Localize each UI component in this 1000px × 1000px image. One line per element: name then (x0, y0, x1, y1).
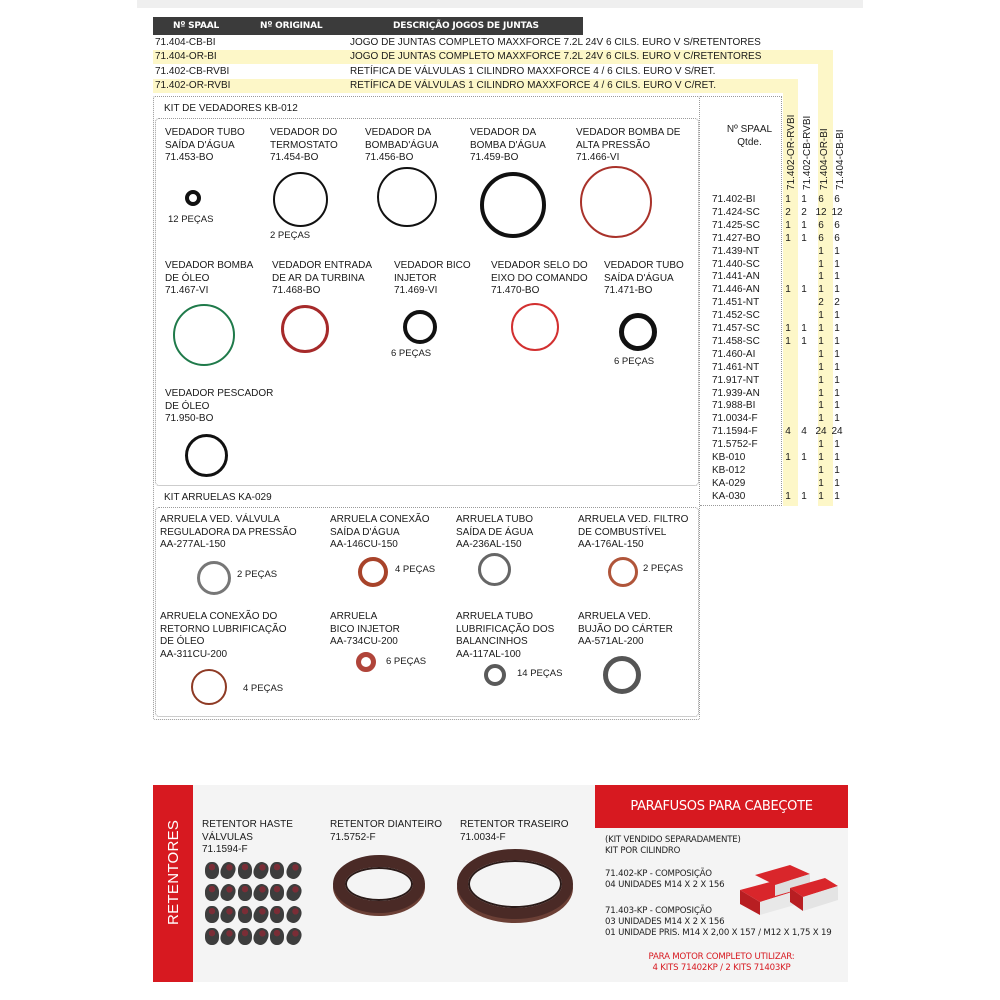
arruela-name: ARRUELA (330, 611, 378, 622)
quantity-label: 6 PEÇAS (386, 656, 427, 667)
o-ring-image (281, 305, 329, 353)
qty-value: 6 (834, 219, 840, 231)
retentor-name: RETENTOR TRASEIRO (460, 819, 569, 830)
qty-row (712, 219, 852, 232)
washer-image (484, 664, 506, 686)
qty-row (712, 425, 852, 438)
qty-value: 1 (834, 413, 840, 425)
col-404-cb-bi: 71.404-CB-BI (835, 129, 846, 190)
parafusos-note-line: PARA MOTOR COMPLETO UTILIZAR: (648, 952, 795, 962)
qty-code: 71.0034-F (712, 413, 758, 425)
valve-seal (270, 884, 284, 901)
o-ring-image (185, 434, 228, 477)
arruela-item (160, 514, 297, 552)
qty-value: 1 (834, 452, 840, 463)
qty-code: KA-029 (712, 477, 746, 489)
top-strip (137, 0, 863, 8)
qty-value: 1 (834, 439, 840, 451)
qty-value: 1 (801, 490, 807, 502)
qty-row (712, 193, 852, 206)
o-ring-image (480, 172, 546, 238)
vedador-code: 71.468-BO (272, 285, 321, 296)
table-row (153, 65, 773, 79)
quantity-label: 4 PEÇAS (243, 683, 284, 694)
vedador-name: ALTA PRESSÃO (576, 139, 651, 151)
o-ring-image (580, 166, 652, 238)
qty-code: 71.457-SC (712, 323, 760, 334)
arruela-code: AA-734CU-200 (330, 636, 398, 647)
arruela-name: SAÍDA DE ÁGUA (456, 526, 534, 538)
bolt-kit-boxes-image (735, 860, 840, 920)
vedador-name: EIXO DO COMANDO (491, 272, 588, 284)
o-ring-image (511, 303, 559, 351)
front-seal-image (333, 855, 425, 913)
arruela-item (578, 514, 688, 552)
arruela-name: RETORNO LUBRIFICAÇÃO (160, 623, 287, 635)
retentor-name: RETENTOR DIANTEIRO (330, 819, 443, 830)
qty-row (712, 438, 852, 451)
arruela-item (456, 611, 554, 661)
qty-value: 1 (785, 194, 791, 205)
kit-arruelas-title: KIT ARRUELAS KA-029 (164, 492, 272, 503)
qty-value: 6 (818, 232, 824, 244)
arruela-code: AA-311CU-200 (160, 648, 228, 660)
qty-code: 71.439-NT (712, 245, 760, 257)
vedador-code: 71.471-BO (604, 285, 653, 296)
arruela-item (578, 611, 673, 649)
qty-value: 12 (815, 206, 827, 218)
qty-value: 1 (818, 284, 824, 296)
qty-value: 6 (834, 232, 840, 244)
vedador-name: VEDADOR ENTRADA (272, 260, 373, 271)
header-descricao: DESCRIÇÃO JOGOS DE JUNTAS (393, 21, 539, 31)
qty-row (712, 477, 852, 490)
qty-value: 2 (785, 206, 791, 218)
vedador-name: BOMBAD'ÁGUA (365, 139, 439, 151)
qty-value: 1 (834, 361, 840, 373)
qty-row (712, 490, 852, 503)
vedador-item (270, 127, 338, 165)
qty-header-spaal: Nº SPAAL (726, 124, 773, 135)
parafusos-note (595, 952, 848, 974)
qty-row (712, 322, 852, 335)
qty-row (712, 374, 852, 387)
arruela-code: AA-176AL-150 (578, 539, 644, 550)
qty-value: 1 (818, 477, 824, 489)
washer-image (197, 561, 231, 595)
retentor-code: 71.0034-F (460, 831, 506, 843)
qty-value: 1 (834, 490, 840, 502)
arruela-name: ARRUELA VED. FILTRO (578, 514, 689, 525)
valve-seal (270, 928, 284, 945)
vedador-item (165, 260, 253, 298)
arruela-code: AA-236AL-150 (456, 539, 522, 550)
quantity-label: 2 PEÇAS (237, 569, 278, 580)
vedador-item (365, 127, 439, 165)
qty-row (712, 464, 852, 477)
quantity-label: 2 PEÇAS (643, 563, 684, 574)
valve-seal (205, 928, 219, 945)
arruela-name: BICO INJETOR (330, 623, 400, 635)
arruela-item (330, 514, 429, 552)
vedador-name: VEDADOR TUBO (165, 127, 245, 138)
row-desc: RETÍFICA DE VÁLVULAS 1 CILINDRO MAXXFORCE 4 / 6 CILS. EURO V S/RET. (350, 66, 716, 77)
qty-value: 1 (834, 271, 840, 283)
arruela-name: BALANCINHOS (456, 636, 528, 647)
o-ring-image (403, 310, 437, 344)
qty-code: 71.939-AN (712, 387, 760, 399)
qty-value: 2 (834, 297, 840, 309)
qty-row (712, 232, 852, 245)
retentor-haste (202, 819, 293, 857)
qty-value: 1 (818, 245, 824, 257)
col-402-cb-rvbi: 71.402-CB-RVBI (802, 115, 813, 190)
qty-value: 1 (818, 490, 824, 502)
qty-value: 1 (818, 310, 824, 322)
vedador-code: 71.470-BO (491, 285, 540, 296)
arruela-item (456, 514, 533, 552)
qty-code: KB-010 (712, 452, 746, 463)
arruela-name: SAÍDA D'ÁGUA (330, 526, 400, 538)
vedador-code: 71.459-BO (470, 152, 519, 163)
vedador-name: DE AR DA TURBINA (272, 272, 365, 284)
qty-value: 2 (801, 206, 807, 218)
qty-value: 1 (834, 258, 840, 270)
qty-value: 1 (801, 452, 807, 463)
vedador-name: DE ÓLEO (165, 272, 210, 284)
vedador-name: VEDADOR DA (470, 127, 537, 138)
quantity-label: 6 PEÇAS (391, 348, 432, 359)
vedador-name: VEDADOR TUBO (604, 260, 684, 271)
qty-value: 1 (801, 194, 807, 205)
qty-code: 71.461-NT (712, 361, 760, 373)
qty-row (712, 245, 852, 258)
qty-row (712, 348, 852, 361)
col-402-or-rvbi: 71.402-OR-RVBI (786, 114, 797, 190)
arruela-name: REGULADORA DA PRESSÃO (160, 526, 297, 538)
qty-code: 71.446-AN (712, 284, 760, 296)
row-desc: RETÍFICA DE VÁLVULAS 1 CILINDRO MAXXFORCE 4 / 6 CILS. EURO V C/RET. (350, 80, 717, 91)
row-code: 71.404-OR-BI (155, 51, 217, 62)
qty-value: 1 (818, 361, 824, 373)
o-ring-image (185, 190, 201, 206)
arruela-code: AA-571AL-200 (578, 636, 644, 647)
vedador-item (491, 260, 588, 298)
qty-value: 2 (818, 297, 824, 309)
valve-seal (238, 862, 252, 879)
o-ring-image (273, 172, 328, 227)
retentor-code: 71.1594-F (202, 844, 248, 855)
vedador-name: SAÍDA D'ÁGUA (604, 272, 674, 284)
vedador-code: 71.453-BO (165, 152, 214, 163)
qty-value: 1 (818, 387, 824, 399)
qty-code: 71.440-SC (712, 258, 760, 270)
washer-image (191, 669, 227, 705)
qty-value: 1 (801, 232, 807, 244)
valve-seal (270, 906, 284, 923)
qty-value: 1 (834, 284, 840, 296)
arruela-name: ARRUELA CONEXÃO DO (160, 611, 278, 622)
vedador-name: VEDADOR BICO (394, 260, 471, 271)
valve-seal (270, 862, 284, 879)
qty-code: 71.988-BI (712, 400, 756, 412)
parafusos-line: KIT POR CILINDRO (605, 846, 681, 856)
row-code: 71.402-CB-RVBI (155, 66, 230, 77)
jogos-table-header (153, 17, 583, 35)
qty-row (712, 270, 852, 283)
vedador-name: VEDADOR DO (270, 127, 338, 138)
parafusos-line: 01 UNIDADE PRIS. M14 X 2,00 X 157 / M12 X 1,75 X 19 (605, 928, 832, 938)
qty-value: 1 (801, 219, 807, 231)
qty-code: 71.452-SC (712, 310, 760, 322)
quantity-label: 2 PEÇAS (270, 230, 311, 241)
row-desc: JOGO DE JUNTAS COMPLETO MAXXFORCE 7.2L 24V 6 CILS. EURO V C/RETENTORES (350, 51, 762, 62)
qty-value: 6 (834, 194, 840, 205)
o-ring-image (619, 313, 657, 351)
qty-value: 1 (818, 323, 824, 334)
qty-row (712, 206, 852, 219)
qty-value: 1 (818, 258, 824, 270)
qty-row (712, 399, 852, 412)
qty-value: 1 (834, 310, 840, 322)
vedador-item (165, 127, 245, 165)
arruela-item (160, 611, 287, 661)
rear-seal-image (457, 849, 573, 919)
qty-value: 6 (818, 194, 824, 205)
qty-code: 71.917-NT (712, 374, 760, 386)
row-code: 71.402-OR-RVBI (155, 80, 231, 91)
vedador-name: SAÍDA D'ÁGUA (165, 139, 235, 151)
qty-value: 1 (834, 245, 840, 257)
qty-code: 71.441-AN (712, 271, 760, 283)
qty-value: 1 (834, 348, 840, 360)
qty-value: 1 (818, 271, 824, 283)
qty-value: 1 (801, 284, 807, 296)
qty-value: 1 (801, 335, 807, 347)
valve-seal (205, 906, 219, 923)
qty-code: 71.427-BO (712, 232, 761, 244)
qty-value: 4 (801, 426, 807, 438)
vedador-code: 71.469-VI (394, 285, 438, 296)
qty-row (712, 283, 852, 296)
qty-value: 1 (818, 413, 824, 425)
retentor-code: 71.5752-F (330, 831, 376, 843)
qty-code: 71.425-SC (712, 219, 760, 231)
table-row (153, 50, 773, 64)
washer-image (358, 557, 388, 587)
qty-value: 1 (785, 323, 791, 334)
vedador-name: VEDADOR BOMBA DE (576, 127, 681, 138)
qty-code: 71.5752-F (712, 439, 758, 451)
qty-value: 1 (818, 464, 824, 476)
arruela-name: ARRUELA TUBO (456, 514, 534, 525)
arruela-code: AA-117AL-100 (456, 648, 521, 660)
qty-value: 1 (834, 477, 840, 489)
quantity-label: 12 PEÇAS (168, 214, 214, 225)
qty-code: 71.460-AI (712, 348, 756, 360)
header-original: Nº ORIGINAL (260, 21, 323, 31)
qty-row (712, 335, 852, 348)
qty-value: 6 (818, 219, 824, 231)
o-ring-image (173, 304, 235, 366)
arruela-name: BUJÃO DO CÁRTER (578, 623, 673, 635)
qty-value: 1 (834, 387, 840, 399)
arruela-name: LUBRIFICAÇÃO DOS (456, 623, 555, 635)
washer-image (478, 553, 511, 586)
valve-seal (238, 928, 252, 945)
arruela-name: ARRUELA VED. (578, 611, 651, 622)
arruela-name: ARRUELA VED. VÁLVULA (160, 514, 280, 525)
qty-value: 1 (801, 323, 807, 334)
parafusos-line: 03 UNIDADES M14 X 2 X 156 (605, 917, 725, 927)
retentor-traseiro (460, 819, 569, 844)
parafusos-line: 04 UNIDADES M14 X 2 X 156 (605, 880, 725, 890)
vedador-name: DE ÓLEO (165, 400, 210, 412)
qty-value: 1 (818, 335, 824, 347)
qty-code: 71.402-BI (712, 194, 756, 205)
qty-value: 1 (785, 232, 791, 244)
o-ring-image (377, 167, 437, 227)
qty-row (712, 451, 852, 464)
parafusos-intro (605, 835, 741, 857)
retentor-name: RETENTOR HASTE (202, 819, 293, 830)
qty-code: KA-030 (712, 490, 746, 502)
arruela-name: DE COMBUSTÍVEL (578, 526, 667, 538)
vedador-name: TERMOSTATO (270, 139, 338, 151)
qty-value: 1 (818, 348, 824, 360)
arruela-code: AA-146CU-150 (330, 539, 398, 550)
qty-code: KB-012 (712, 464, 746, 476)
washer-image (603, 656, 641, 694)
table-row (153, 79, 773, 93)
header-spaal: Nº SPAAL (173, 21, 220, 31)
qty-row (712, 387, 852, 400)
qty-value: 4 (785, 426, 791, 438)
qty-value: 1 (785, 490, 791, 502)
valve-seal (238, 906, 252, 923)
row-desc: JOGO DE JUNTAS COMPLETO MAXXFORCE 7.2L 24V 6 CILS. EURO V S/RETENTORES (350, 37, 761, 48)
parafusos-kit1 (605, 869, 724, 891)
qty-value: 1 (785, 335, 791, 347)
quantity-label: 14 PEÇAS (517, 668, 563, 679)
row-code: 71.404-CB-BI (155, 37, 216, 48)
parafusos-line: 71.402-KP - COMPOSIÇÃO (605, 869, 712, 879)
qty-value: 12 (831, 206, 843, 218)
quantity-label: 6 PEÇAS (614, 356, 655, 367)
vedador-item (604, 260, 684, 298)
quantity-label: 4 PEÇAS (395, 564, 436, 575)
vedador-item (394, 260, 471, 298)
qty-code: 71.424-SC (712, 206, 760, 218)
vedador-item (165, 388, 273, 426)
arruela-name: ARRUELA TUBO (456, 611, 534, 622)
vedador-code: 71.456-BO (365, 152, 414, 163)
vedador-name: VEDADOR BOMBA (165, 260, 254, 271)
vedador-name: VEDADOR DA (365, 127, 432, 138)
qty-code: 71.1594-F (712, 426, 758, 438)
qty-value: 24 (815, 426, 827, 438)
qty-value: 1 (818, 452, 824, 463)
washer-image (608, 557, 638, 587)
qty-value: 1 (818, 400, 824, 412)
qty-row (712, 309, 852, 322)
qty-value: 1 (834, 400, 840, 412)
qty-value: 1 (818, 374, 824, 386)
qty-value: 1 (834, 335, 840, 347)
qty-value: 1 (785, 219, 791, 231)
qty-header (712, 123, 787, 149)
vedador-code: 71.950-BO (165, 413, 214, 424)
qty-value: 1 (834, 464, 840, 476)
qty-value: 1 (834, 323, 840, 334)
qty-header-qtde: Qtde. (737, 137, 762, 148)
qty-value: 1 (785, 284, 791, 296)
qty-value: 1 (834, 374, 840, 386)
vedador-name: VEDADOR PESCADOR (165, 388, 274, 399)
qty-row (712, 412, 852, 425)
vedador-code: 71.466-VI (576, 152, 620, 163)
vedador-item (470, 127, 546, 165)
valve-seal (205, 862, 219, 879)
qty-row (712, 258, 852, 271)
qty-value: 1 (785, 452, 791, 463)
valve-seal (205, 884, 219, 901)
retentores-band-label: RETENTORES (165, 819, 182, 925)
arruela-name: ARRUELA CONEXÃO (330, 514, 430, 525)
valve-seal (238, 884, 252, 901)
vedador-name: INJETOR (394, 272, 437, 284)
vedador-code: 71.467-VI (165, 285, 209, 296)
qty-code: 71.451-NT (712, 297, 760, 309)
arruela-code: AA-277AL-150 (160, 539, 226, 550)
kit-vedadores-title: KIT DE VEDADORES KB-012 (164, 103, 298, 114)
arruela-item (330, 611, 400, 649)
arruela-name: DE ÓLEO (160, 636, 205, 647)
qty-value: 1 (818, 439, 824, 451)
washer-image (356, 652, 376, 672)
vedador-name: BOMBA D'ÁGUA (470, 139, 546, 151)
parafusos-line: (KIT VENDIDO SEPARADAMENTE) (605, 835, 741, 845)
vedador-name: VEDADOR SELO DO (491, 260, 588, 271)
parafusos-note-line: 4 KITS 71402KP / 2 KITS 71403KP (652, 963, 791, 973)
retentor-dianteiro (330, 819, 442, 844)
parafusos-title: PARAFUSOS PARA CABEÇOTE (595, 785, 848, 828)
qty-row (712, 361, 852, 374)
retentor-name: VÁLVULAS (202, 831, 253, 843)
table-row (153, 36, 773, 50)
col-404-or-bi: 71.404-OR-BI (819, 128, 830, 190)
vedador-item (576, 127, 680, 165)
qty-code: 71.458-SC (712, 335, 760, 347)
qty-value: 24 (831, 426, 843, 438)
parafusos-line: 71.403-KP - COMPOSIÇÃO (605, 906, 712, 916)
vedador-item (272, 260, 372, 298)
vedador-code: 71.454-BO (270, 152, 319, 163)
qty-row (712, 296, 852, 309)
